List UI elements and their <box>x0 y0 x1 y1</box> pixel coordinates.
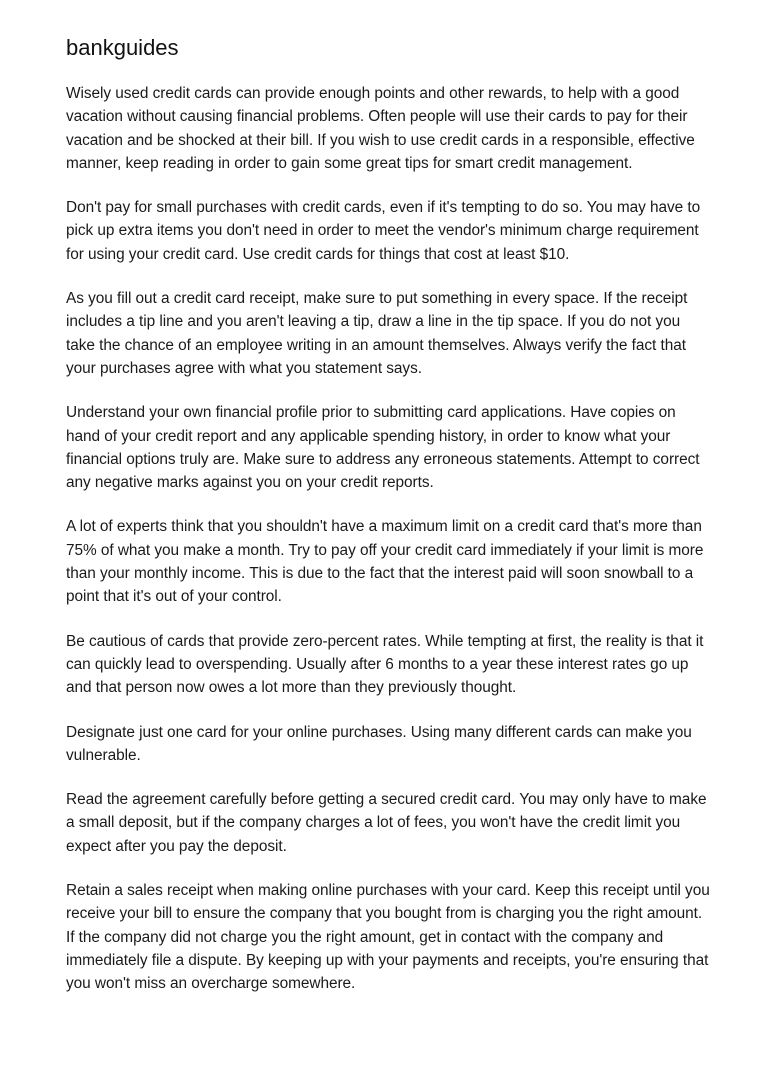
paragraph-secured-card: Read the agreement carefully before getting a secured credit card. You may only have to make a small deposit, but if the company charges a lot of fees, you won't have the credit limit you expect after you pay the deposit. <box>66 791 707 855</box>
paragraph-small-purchases: Don't pay for small purchases with credit cards, even if it's tempting to do so. You may have to pick up extra items you don't need in order to meet the vendor's minimum charge requirement for using your credit card. Use credit cards for things that cost at least $10. <box>66 199 701 263</box>
paragraph-credit-limit: A lot of experts think that you shouldn't have a maximum limit on a credit card that's more than 75% of what you make a month. Try to pay off your credit card immediately if your limit is more than your monthly income. This is due to the fact that the interest paid will soon snowball to a point that it's out of your control. <box>66 518 704 606</box>
paragraph-intro: Wisely used credit cards can provide enough points and other rewards, to help with a good vacation without causing financial problems. Often people will use their cards to pay for their vacation and be shocked at their bill. If you wish to use credit cards in a responsible, effective manner, keep reading in order to gain some great tips for smart credit management. <box>66 85 695 172</box>
document-page <box>66 34 711 1017</box>
paragraph-receipt-tip: As you fill out a credit card receipt, make sure to put something in every space. If the receipt includes a tip line and you aren't leaving a tip, draw a line in the tip space. If you do not you take the chance of an employee writing in an amount themselves. Always verify the fact that your purchases agree with what you statement says. <box>66 290 688 377</box>
paragraph-zero-percent: Be cautious of cards that provide zero-percent rates. While tempting at first, the reality is that it can quickly lead to overspending. Usually after 6 months to a year these interest rates go up and that person now owes a lot more than they previously thought. <box>66 632 704 697</box>
paragraph-online-card: Designate just one card for your online purchases. Using many different cards can make you vulnerable. <box>66 723 692 764</box>
document-title: bankguides <box>66 35 179 60</box>
paragraph-financial-profile: Understand your own financial profile prior to submitting card applications. Have copies on hand of your credit report and any applicable spending history, in order to know what your financial options truly are. Make sure to address any erroneous statements. Attempt to correct any negative marks against you on your credit reports. <box>66 404 700 492</box>
paragraph-sales-receipt: Retain a sales receipt when making online purchases with your card. Keep this receipt until you receive your bill to ensure the company that you bought from is charging you the right amount. If the company did not charge you the right amount, get in contact with the company and immediately file a dispute. By keeping up with your payments and receipts, you're ensuring that you won't miss an overcharge somewhere. <box>66 882 710 993</box>
